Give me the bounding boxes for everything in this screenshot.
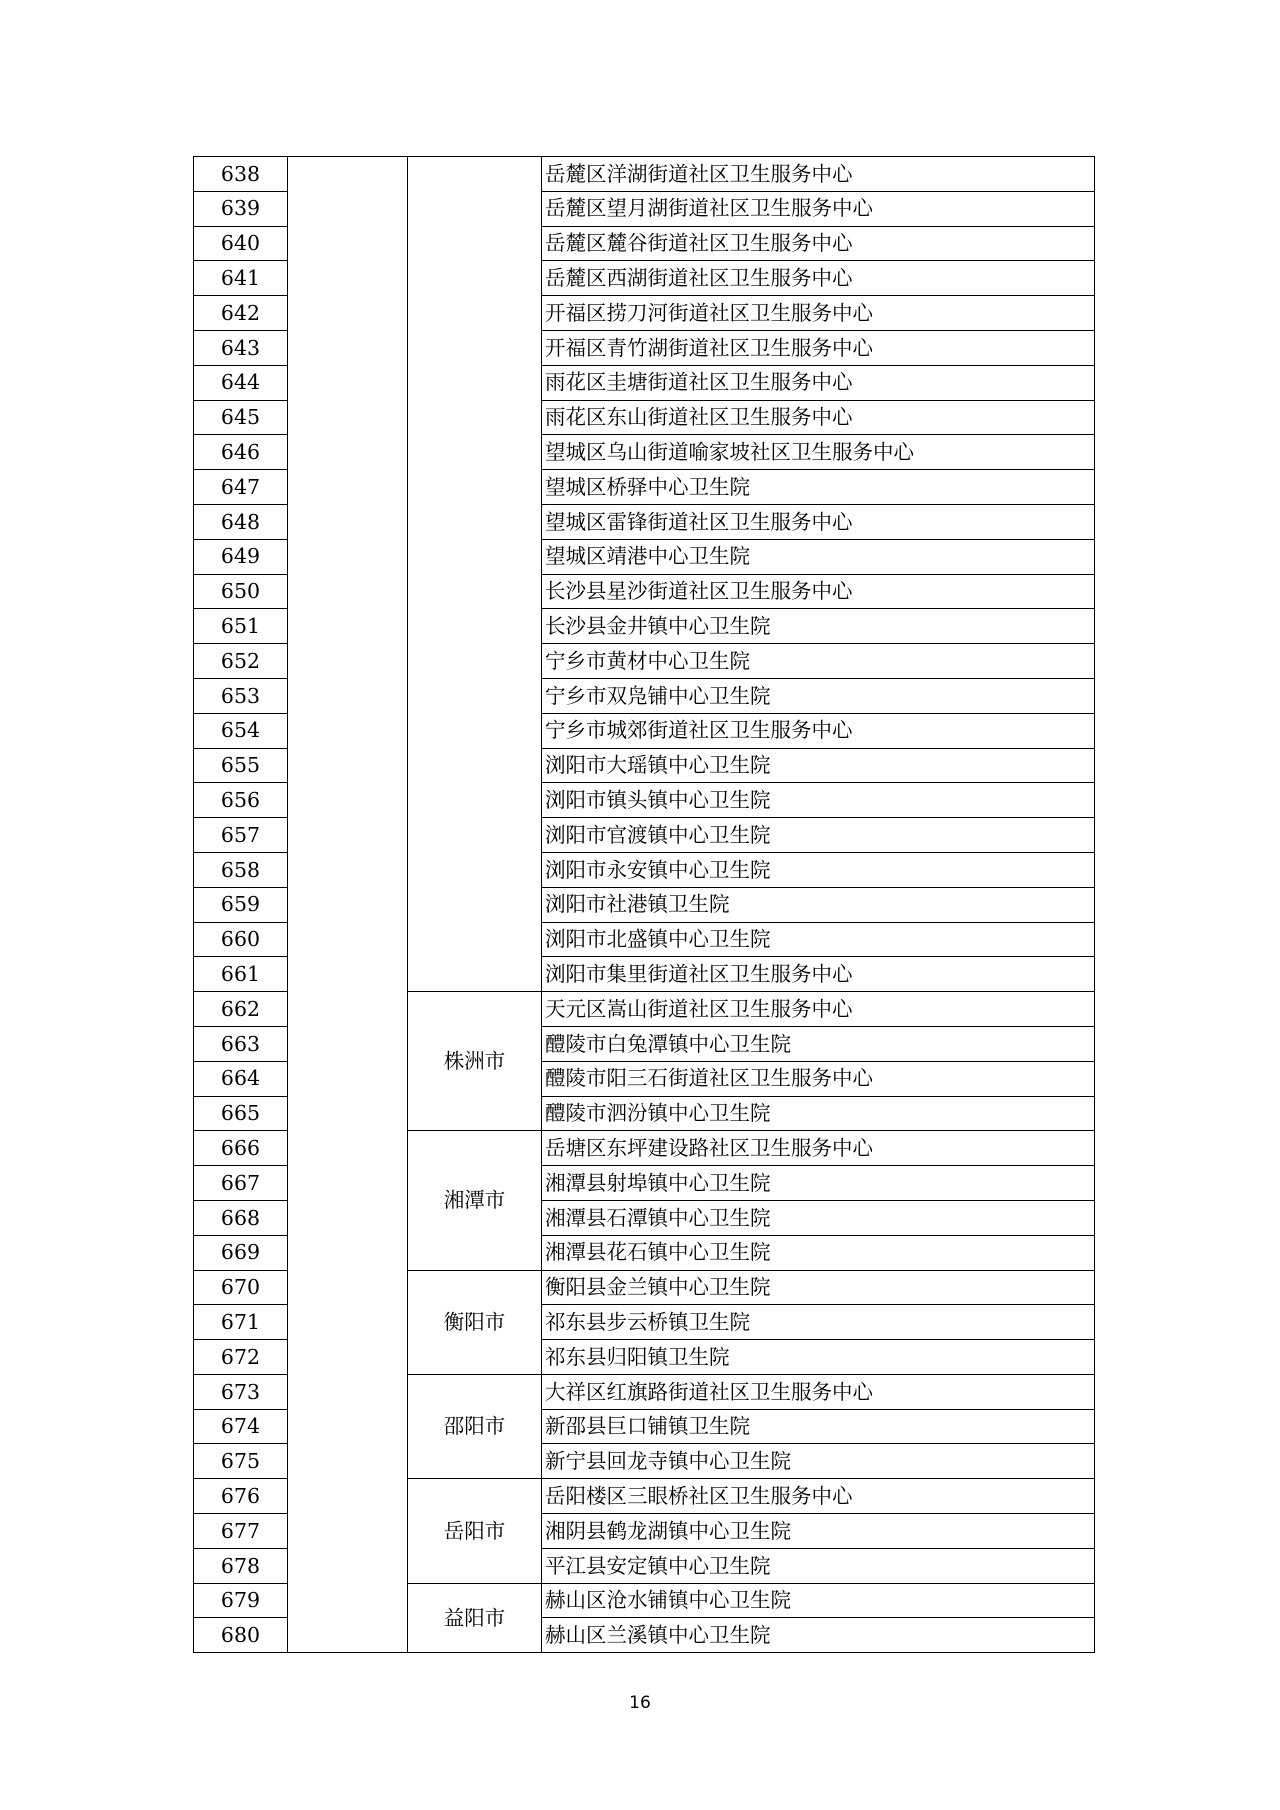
institution-name: 醴陵市泗汾镇中心卫生院 — [542, 1096, 1095, 1131]
institution-name: 湘潭县射埠镇中心卫生院 — [542, 1166, 1095, 1201]
row-number: 668 — [194, 1200, 288, 1235]
institution-name: 赫山区兰溪镇中心卫生院 — [542, 1618, 1095, 1653]
institution-name: 岳塘区东坪建设路社区卫生服务中心 — [542, 1131, 1095, 1166]
institution-name: 赫山区沧水铺镇中心卫生院 — [542, 1583, 1095, 1618]
row-number: 677 — [194, 1514, 288, 1549]
city-cell: 益阳市 — [408, 1583, 542, 1653]
row-number: 641 — [194, 261, 288, 296]
row-number: 638 — [194, 157, 288, 192]
row-number: 661 — [194, 957, 288, 992]
institution-name: 祁东县步云桥镇卫生院 — [542, 1305, 1095, 1340]
row-number: 650 — [194, 574, 288, 609]
institution-name: 岳麓区洋湖街道社区卫生服务中心 — [542, 157, 1095, 192]
institution-name: 湘潭县花石镇中心卫生院 — [542, 1235, 1095, 1270]
institution-name: 浏阳市大瑶镇中心卫生院 — [542, 748, 1095, 783]
city-cell: 湘潭市 — [408, 1131, 542, 1270]
city-cell: 岳阳市 — [408, 1479, 542, 1583]
row-number: 646 — [194, 435, 288, 470]
institution-name: 宁乡市城郊街道社区卫生服务中心 — [542, 713, 1095, 748]
row-number: 651 — [194, 609, 288, 644]
city-cell: 衡阳市 — [408, 1270, 542, 1374]
institution-name: 新宁县回龙寺镇中心卫生院 — [542, 1444, 1095, 1479]
province-cell — [288, 157, 408, 1653]
row-number: 652 — [194, 644, 288, 679]
row-number: 649 — [194, 539, 288, 574]
institution-name: 大祥区红旗路街道社区卫生服务中心 — [542, 1374, 1095, 1409]
institution-name: 岳麓区西湖街道社区卫生服务中心 — [542, 261, 1095, 296]
city-cell: 邵阳市 — [408, 1374, 542, 1478]
row-number: 674 — [194, 1409, 288, 1444]
institution-name: 浏阳市镇头镇中心卫生院 — [542, 783, 1095, 818]
row-number: 675 — [194, 1444, 288, 1479]
row-number: 667 — [194, 1166, 288, 1201]
row-number: 639 — [194, 191, 288, 226]
institution-name: 望城区桥驿中心卫生院 — [542, 470, 1095, 505]
row-number: 644 — [194, 365, 288, 400]
page-number: 16 — [629, 1693, 651, 1713]
row-number: 654 — [194, 713, 288, 748]
row-number: 656 — [194, 783, 288, 818]
institution-name: 浏阳市社港镇卫生院 — [542, 887, 1095, 922]
institution-name: 天元区嵩山街道社区卫生服务中心 — [542, 992, 1095, 1027]
institution-table — [193, 156, 1095, 1653]
institution-table-body — [194, 157, 1095, 1653]
row-number: 660 — [194, 922, 288, 957]
institution-name: 湘阴县鹤龙湖镇中心卫生院 — [542, 1514, 1095, 1549]
row-number: 657 — [194, 818, 288, 853]
row-number: 680 — [194, 1618, 288, 1653]
city-cell: 株洲市 — [408, 992, 542, 1131]
institution-name: 望城区乌山街道喻家坡社区卫生服务中心 — [542, 435, 1095, 470]
institution-name: 望城区雷锋街道社区卫生服务中心 — [542, 504, 1095, 539]
institution-name: 浏阳市永安镇中心卫生院 — [542, 852, 1095, 887]
row-number: 659 — [194, 887, 288, 922]
row-number: 669 — [194, 1235, 288, 1270]
institution-name: 岳阳楼区三眼桥社区卫生服务中心 — [542, 1479, 1095, 1514]
row-number: 645 — [194, 400, 288, 435]
institution-name: 新邵县巨口铺镇卫生院 — [542, 1409, 1095, 1444]
institution-name: 宁乡市双凫铺中心卫生院 — [542, 678, 1095, 713]
row-number: 676 — [194, 1479, 288, 1514]
row-number: 671 — [194, 1305, 288, 1340]
institution-name: 望城区靖港中心卫生院 — [542, 539, 1095, 574]
row-number: 648 — [194, 504, 288, 539]
row-number: 642 — [194, 296, 288, 331]
institution-name: 浏阳市北盛镇中心卫生院 — [542, 922, 1095, 957]
institution-name: 雨花区圭塘街道社区卫生服务中心 — [542, 365, 1095, 400]
institution-name: 平江县安定镇中心卫生院 — [542, 1548, 1095, 1583]
institution-name: 开福区青竹湖街道社区卫生服务中心 — [542, 330, 1095, 365]
institution-name: 湘潭县石潭镇中心卫生院 — [542, 1200, 1095, 1235]
row-number: 653 — [194, 678, 288, 713]
row-number: 664 — [194, 1061, 288, 1096]
institution-name: 祁东县归阳镇卫生院 — [542, 1340, 1095, 1375]
institution-name: 岳麓区麓谷街道社区卫生服务中心 — [542, 226, 1095, 261]
institution-name: 衡阳县金兰镇中心卫生院 — [542, 1270, 1095, 1305]
row-number: 679 — [194, 1583, 288, 1618]
row-number: 665 — [194, 1096, 288, 1131]
city-cell — [408, 157, 542, 992]
institution-name: 醴陵市阳三石街道社区卫生服务中心 — [542, 1061, 1095, 1096]
row-number: 663 — [194, 1026, 288, 1061]
row-number: 640 — [194, 226, 288, 261]
institution-name: 浏阳市集里街道社区卫生服务中心 — [542, 957, 1095, 992]
row-number: 678 — [194, 1548, 288, 1583]
row-number: 655 — [194, 748, 288, 783]
institution-name: 雨花区东山街道社区卫生服务中心 — [542, 400, 1095, 435]
row-number: 670 — [194, 1270, 288, 1305]
institution-name: 开福区捞刀河街道社区卫生服务中心 — [542, 296, 1095, 331]
row-number: 658 — [194, 852, 288, 887]
institution-name: 长沙县星沙街道社区卫生服务中心 — [542, 574, 1095, 609]
institution-name: 岳麓区望月湖街道社区卫生服务中心 — [542, 191, 1095, 226]
row-number: 662 — [194, 992, 288, 1027]
row-number: 672 — [194, 1340, 288, 1375]
institution-name: 浏阳市官渡镇中心卫生院 — [542, 818, 1095, 853]
row-number: 666 — [194, 1131, 288, 1166]
institution-name: 宁乡市黄材中心卫生院 — [542, 644, 1095, 679]
table-row — [194, 157, 1095, 192]
institution-name: 醴陵市白兔潭镇中心卫生院 — [542, 1026, 1095, 1061]
row-number: 673 — [194, 1374, 288, 1409]
row-number: 647 — [194, 470, 288, 505]
institution-name: 长沙县金井镇中心卫生院 — [542, 609, 1095, 644]
row-number: 643 — [194, 330, 288, 365]
